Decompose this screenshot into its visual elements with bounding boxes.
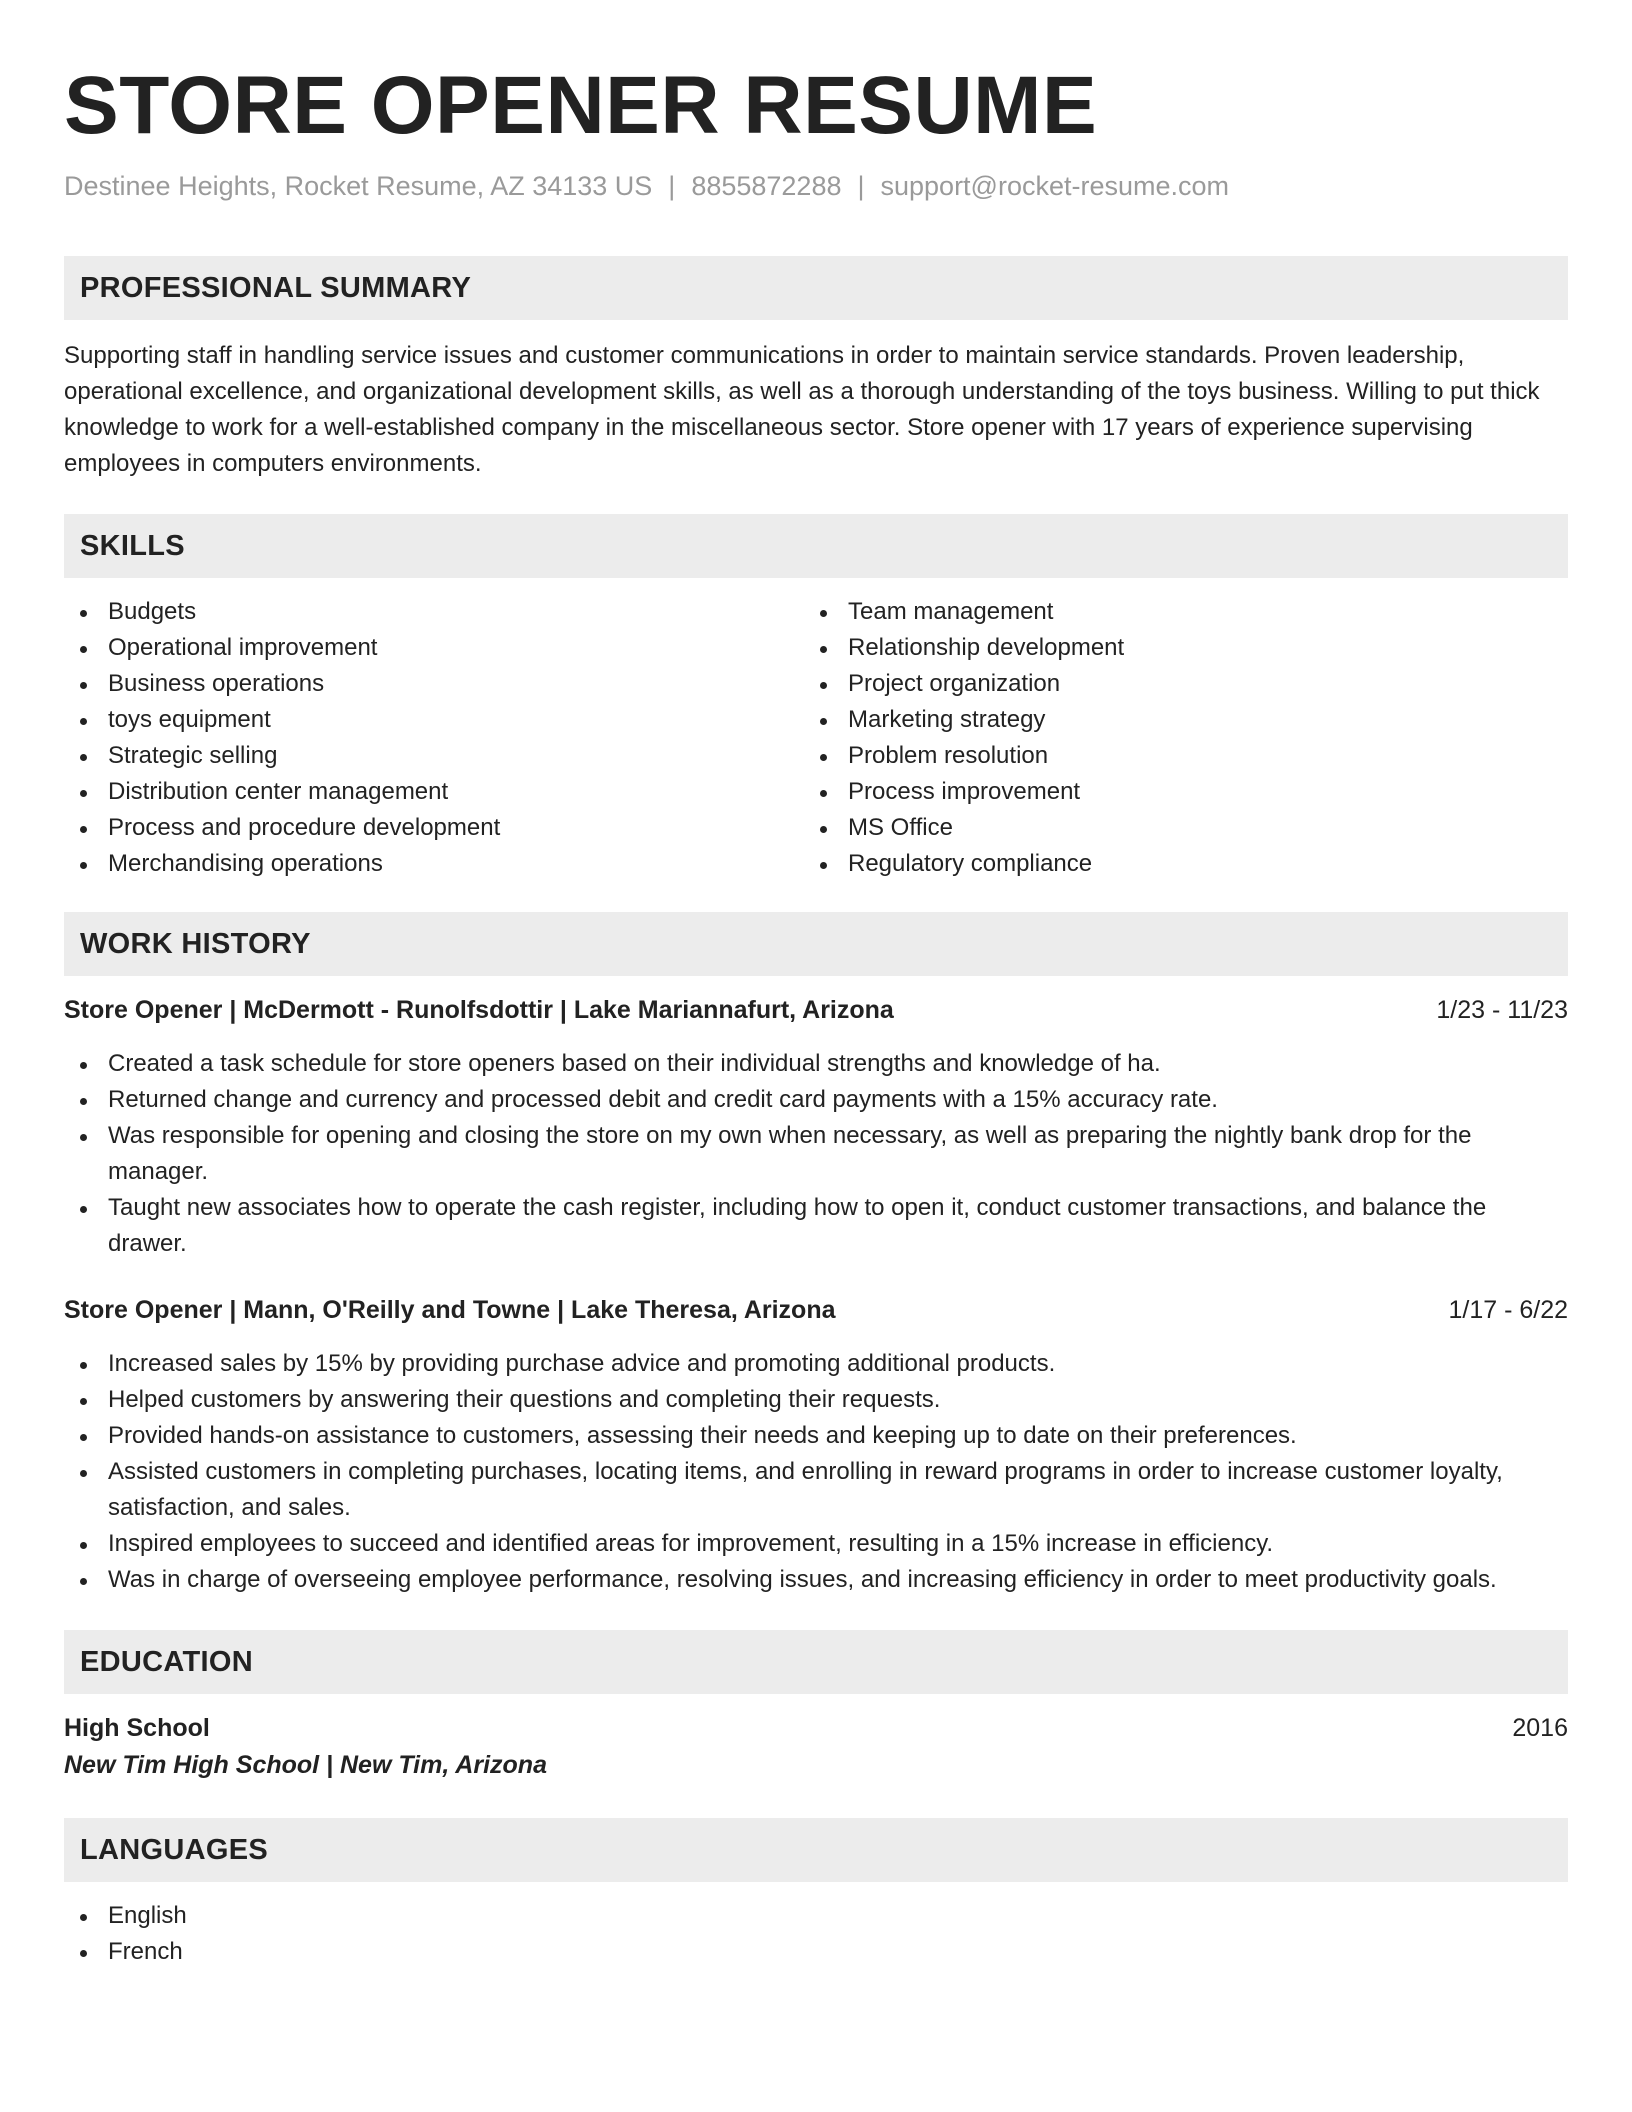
skill-item: toys equipment [64,702,804,738]
skill-item: Problem resolution [804,738,1544,774]
contact-phone: 8855872288 [691,171,842,201]
skill-item: Project organization [804,666,1544,702]
job-bullet: Provided hands-on assistance to customers, assessing their needs and keeping up to date on their preferences. [64,1418,1568,1454]
job-bullet: Inspired employees to succeed and identified areas for improvement, resulting in a 15% increase in efficiency. [64,1526,1568,1562]
section-heading-skills: SKILLS [64,514,1568,578]
contact-line [64,168,1568,204]
education-degree: High School [64,1714,210,1742]
language-item: English [64,1898,1568,1934]
education-header [64,1710,1568,1746]
job-title: Store Opener | McDermott - Runolfsdottir | Lake Mariannafurt, Arizona [64,996,894,1024]
skill-item: Marketing strategy [804,702,1544,738]
job-entry [64,992,1568,1262]
skills-columns [64,594,1568,882]
job-bullet: Was in charge of overseeing employee performance, resolving issues, and increasing efficiency in order to meet productivity goals. [64,1562,1568,1598]
skill-item: Process and procedure development [64,810,804,846]
job-header [64,1292,1568,1328]
job-header [64,992,1568,1028]
section-heading-work-history: WORK HISTORY [64,912,1568,976]
education-section [64,1630,1568,1784]
language-item: French [64,1934,1568,1970]
skill-item: Distribution center management [64,774,804,810]
job-dates: 1/23 - 11/23 [1436,996,1568,1024]
job-bullet: Increased sales by 15% by providing purchase advice and promoting additional products. [64,1346,1568,1382]
resume-title: STORE OPENER RESUME [64,60,1098,151]
contact-email: support@rocket-resume.com [880,171,1230,201]
skill-item: Operational improvement [64,630,804,666]
skill-item: Team management [804,594,1544,630]
skills-column-right [804,594,1544,882]
skill-item: MS Office [804,810,1544,846]
education-year: 2016 [1512,1714,1568,1742]
skill-item: Budgets [64,594,804,630]
section-heading-languages: LANGUAGES [64,1818,1568,1882]
languages-list [64,1898,1568,1970]
job-bullet: Was responsible for opening and closing the store on my own when necessary, as well as preparing the nightly bank drop for the manager. [64,1118,1568,1190]
job-bullet: Helped customers by answering their questions and completing their requests. [64,1382,1568,1418]
skill-item: Relationship development [804,630,1544,666]
summary-section [64,256,1568,482]
job-bullet: Taught new associates how to operate the cash register, including how to open it, conduct customer transactions, and balance the drawer. [64,1190,1568,1262]
skills-column-left [64,594,804,882]
contact-separator: | [857,171,865,201]
job-bullet: Assisted customers in completing purchases, locating items, and enrolling in reward programs in order to increase customer loyalty, satisfaction, and sales. [64,1454,1568,1526]
summary-text: Supporting staff in handling service issues and customer communications in order to maintain service standards. Proven leadership, operational excellence, and organizational development skills, as well as a thorough understanding of the toys business. Willing to put thick knowledge to work for a well-established company in the miscellaneous sector. Store opener with 17 years of experience supervising employees in computers environments. [64,342,1540,477]
section-heading-summary: PROFESSIONAL SUMMARY [64,256,1568,320]
job-bullet: Created a task schedule for store openers based on their individual strengths and knowledge of ha. [64,1046,1568,1082]
skill-item: Merchandising operations [64,846,804,882]
skill-item: Process improvement [804,774,1544,810]
section-heading-education: EDUCATION [64,1630,1568,1694]
job-bullet: Returned change and currency and processed debit and credit card payments with a 15% accuracy rate. [64,1082,1568,1118]
education-school: New Tim High School | New Tim, Arizona [64,1751,547,1779]
job-bullets [64,1346,1568,1598]
job-title: Store Opener | Mann, O'Reilly and Towne | Lake Theresa, Arizona [64,1296,836,1324]
skill-item: Business operations [64,666,804,702]
job-bullets [64,1046,1568,1262]
contact-address: Destinee Heights, Rocket Resume, AZ 34133 US [64,171,653,201]
job-dates: 1/17 - 6/22 [1448,1296,1568,1324]
languages-section [64,1818,1568,1970]
work-history-section [64,912,1568,1598]
contact-separator: | [668,171,676,201]
job-entry [64,1292,1568,1598]
skill-item: Strategic selling [64,738,804,774]
skill-item: Regulatory compliance [804,846,1544,882]
skills-section [64,514,1568,882]
